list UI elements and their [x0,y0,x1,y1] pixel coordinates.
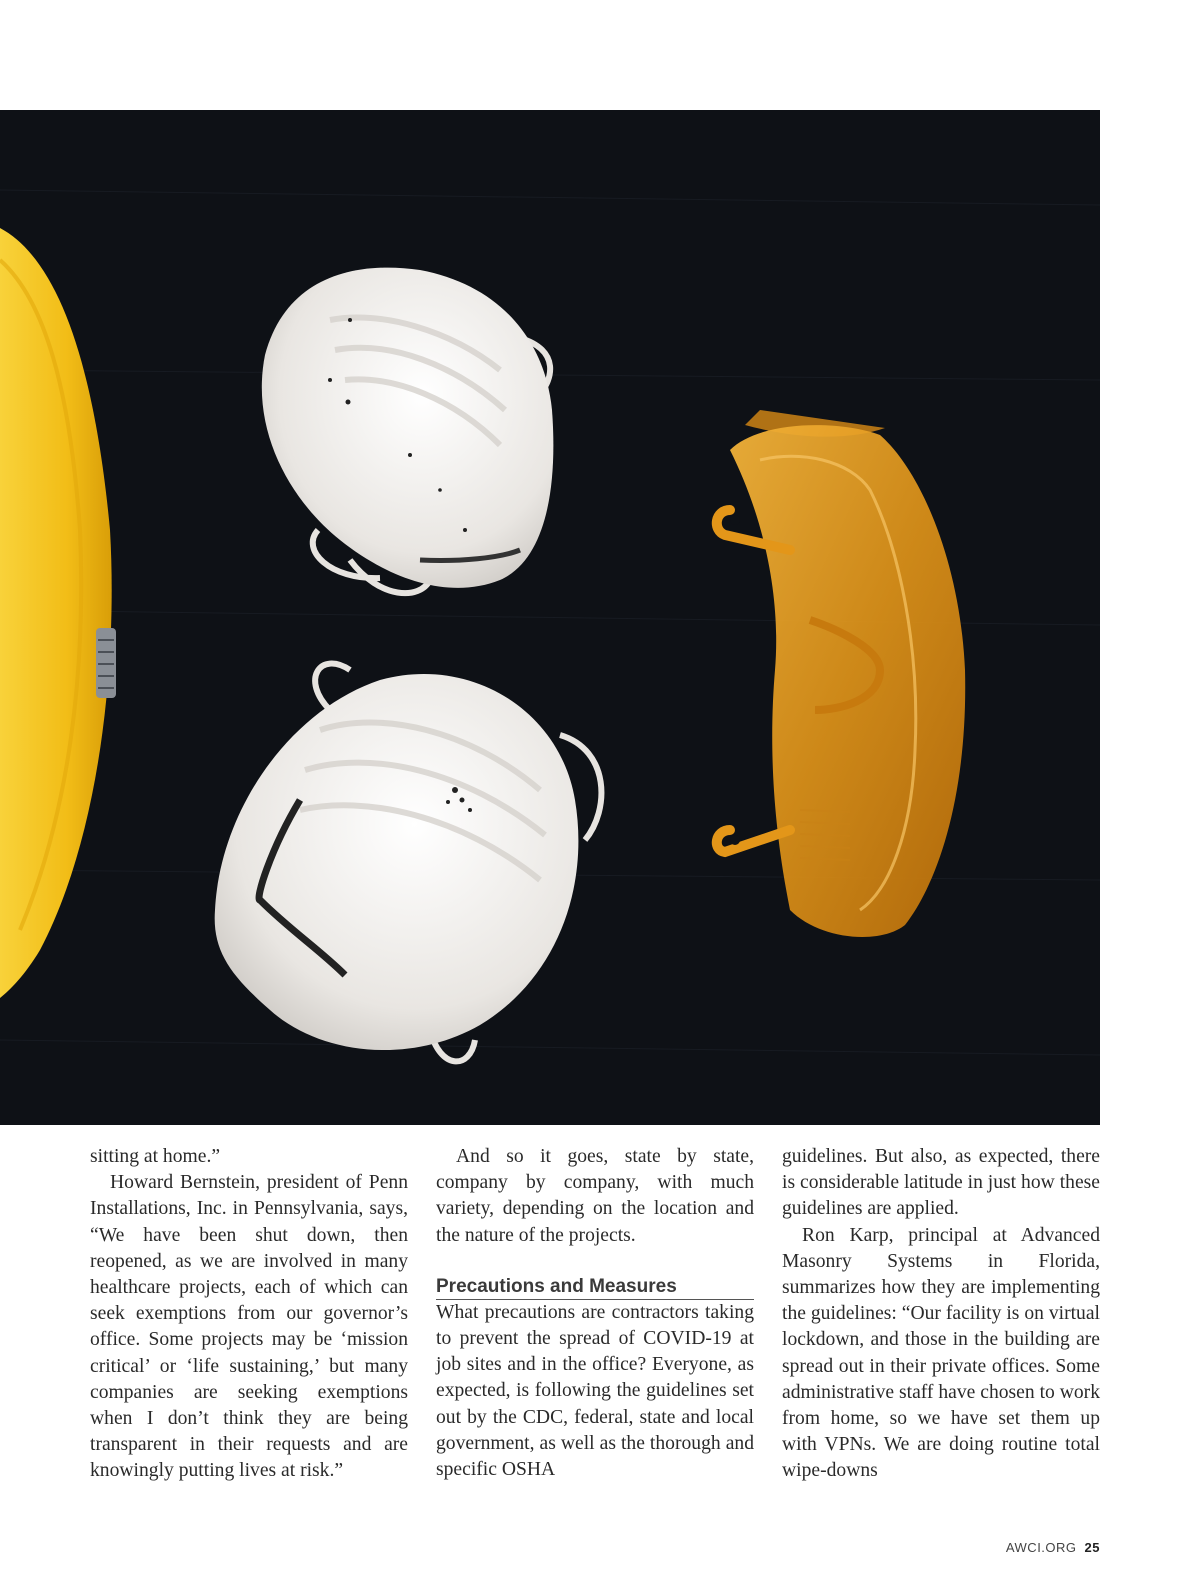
section-subhead: Precautions and Measures [436,1275,754,1300]
page-footer [1006,1540,1100,1555]
page-number: 25 [1084,1540,1100,1555]
paragraph: Howard Bernstein, president of Penn Installations, Inc. in Pennsylvania, says, “We have been shut down, then reopened, as we are involved in many healthcare projects, each of which can seek exemptions from our governor’s office. Some projects may be ‘mission critical’ or ‘life sustaining,’ but many companies are seeking exemptions when I don’t think they are being transparent in their requests and are knowingly putting lives at risk.” [90,1172,408,1482]
paragraph: Ron Karp, principal at Advanced Masonry Systems in Florida, summarizes how they are implementing the guidelines: “Our facility is on virtual lockdown, and those in the building are spread out in their private offices. Some administrative staff have chosen to work from home, so we have set them up with VPNs. We are doing routine total wipe-downs [782,1224,1100,1482]
ppe-photo-graphic [0,110,1100,1125]
paragraph: guidelines. But also, as expected, there is considerable latitude in just how these guidelines are applied. [782,1146,1100,1220]
article-column-2 [436,1144,754,1483]
article-column-1 [90,1144,408,1485]
paragraph: And so it goes, state by state, company by company, with much variety, depending on the location and the nature of the projects. [436,1146,754,1246]
ppe-photo [0,110,1100,1125]
article-column-3 [782,1144,1100,1485]
paragraph: What precautions are contractors taking to prevent the spread of COVID-19 at job sites and in the office? Everyone, as expected, is following the guidelines set out by the CDC, federal, state and local government, as well as the thorough and specific OSHA [436,1301,754,1481]
site-url: AWCI.ORG [1005,1540,1077,1555]
paragraph: sitting at home.” [90,1146,221,1167]
